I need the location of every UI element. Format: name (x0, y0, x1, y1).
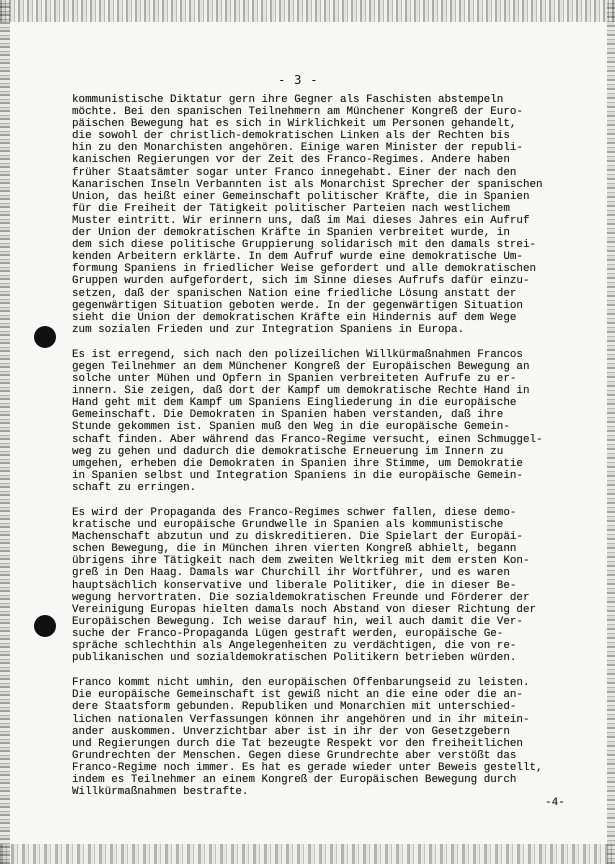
text-line: Franco kommt nicht umhin, den europäischen Offenbarungseid zu leisten. (72, 677, 530, 690)
punch-hole-lower (34, 615, 56, 637)
text-line: Es ist erregend, sich nach den polizeilichen Willkürmaßnahmen Francos (72, 348, 523, 361)
text-line: Es wird der Propaganda des Franco-Regimes schwer fallen, diese demo- (72, 507, 517, 519)
text-line: und Regierungen durch die Tat bezeugte Respekt vor den freiheitlichen (72, 737, 523, 750)
text-line: übrigens ihre Tätigkeit nach dem zweiten Weltkrieg mit dem ersten Kon- (72, 555, 530, 568)
text-line: setzen, daß der spanischen Nation eine friedliche Lösung anstatt der (72, 287, 517, 300)
text-line: solche unter Mühen und Opfern in Spanien verbreiteten Aufrufe zu er- (72, 373, 517, 386)
text-line: schen Bewegung, die in München ihren vierten Kongreß abhielt, begann (72, 543, 517, 556)
text-line: früher Staatsämter sogar unter Franco innegehabt. Einer der nach den (72, 166, 517, 179)
page-number: - 3 - (278, 72, 319, 87)
text-line: schaft zu erringen. (72, 481, 197, 494)
text-line: formung Spaniens in friedlicher Weise gefordert und alle demokratischen (72, 263, 537, 276)
text-line: kratische und europäische Grundwelle in Spanien als kommunistische (72, 519, 504, 532)
text-line: Union, das heißt einer Gemeinschaft politischer Kräfte, die in Spanien (72, 190, 530, 203)
text-line: kommunistische Diktatur gern ihre Gegner als Faschisten abstempeln (72, 94, 504, 106)
text-line: weg zu gehen und dadurch die demokratische Erneuerung im Innern zu (72, 445, 504, 458)
text-line: sprächе schlechthin als Angelegenheiten zu verdächtigen, die von re- (72, 640, 517, 653)
body-text (72, 94, 577, 811)
text-line: Franco-Regime noch immer. Es hat es gerade wieder unter Beweis gestellt, (72, 761, 543, 774)
text-line: in Spanien selbst und Integration Spaniens in die europäische Gemein- (72, 469, 523, 482)
text-line: sieht die Union der demokratischen Kräfte ein Hindernis auf dem Wege (72, 311, 517, 324)
paragraph (72, 507, 577, 664)
scan-border-right (607, 0, 615, 864)
text-line: Europäischen Bewegung. Ich weise darauf hin, weil auch damit die Ver- (72, 615, 523, 628)
text-line: gegenwärtigen Situation geboten werde. In der gegenwärtigen Situation (72, 299, 523, 312)
text-line: wegung hervortraten. Die sozialdemokratischen Freunde und Förderer der (72, 591, 530, 604)
text-line: päischen Bewegung hat es sich in Wirklichkeit um Personen gehandelt, (72, 118, 517, 131)
text-line: suche der Franco-Propaganda Lügen gestraft werden, europäische Ge- (72, 627, 504, 640)
paragraph (72, 677, 577, 798)
text-line: Machenschaft abzutun und zu diskreditieren. Die Spielart der Europäi- (72, 531, 523, 544)
text-line: Hand geht mit dem Kampf um Spaniens Eingliederung in die europäische (72, 397, 517, 410)
text-line: Gemeinschaft. Die Demokraten in Spanien haben verstanden, daß ihre (72, 409, 504, 422)
text-line: gegen Teilnehmer an dem Münchener Kongreß der Europäischen Bewegung an (72, 360, 530, 373)
text-line: Kanarischen Inseln Verbannten ist als Monarchist Sprecher der spanischen (72, 178, 543, 191)
text-line: greß in Den Haag. Damals war Churchill ihr Wortführer, und es waren (72, 567, 510, 580)
text-line: Vereinigung Europas hielten damals noch Abstand von dieser Richtung der (72, 603, 537, 616)
text-line: zum sozialen Frieden und zur Integration Spaniens in Europa. (72, 323, 465, 336)
text-line: kanischen Regierungen vor der Zeit des Franco-Regimes. Andere haben (72, 154, 510, 167)
text-line: Stunde gekommen ist. Spanien muß den Weg in die europäische Gemein- (72, 421, 510, 434)
text-line: ander auskommen. Unverzichtbar aber ist in ihr der von Gesetzgebern (72, 725, 510, 738)
text-line: Gruppen wurden aufgefordert, sich im Sinne dieses Aufrufs dafür einzu- (72, 275, 530, 288)
text-line: für die Freiheit der Tätigkeit politischer Parteien nach westlichem (72, 202, 510, 215)
punch-hole-upper (34, 326, 56, 348)
text-line: publikanischen und sozialdemokratischen Politikern betrieben würden. (72, 652, 517, 665)
text-line: dere Staatsform gebunden. Republiken und Monarchien mit unterschied- (72, 701, 517, 714)
text-line: hauptsächlich konservative und liberale Politiker, die in dieser Be- (72, 579, 517, 592)
text-line: hin zu den Monarchisten angehören. Einige waren Minister der republi- (72, 142, 523, 155)
text-line: möchte. Bei den spanischen Teilnehmern am Münchener Kongreß der Euro- (72, 106, 523, 119)
text-line: innern. Sie zeigen, daß dort der Kampf um demokratische Rechte Hand in (72, 385, 530, 398)
scan-border-left (0, 0, 10, 864)
text-line: Grundrechten der Menschen. Gegen diese Grundrechte aber verstößt das (72, 749, 517, 762)
text-line: Muster eintritt. Wir erinnern uns, daß im Mai dieses Jahres ein Aufruf (72, 214, 530, 227)
scan-border-bottom (0, 844, 615, 864)
text-line: umgehen, erheben die Demokraten in Spanien ihre Stimme, um Demokratie (72, 457, 523, 470)
paragraph (72, 94, 577, 336)
text-line: die sowohl der christlich-demokratischen Linken als der Rechten bis (72, 130, 510, 143)
next-page-marker: -4- (545, 797, 565, 809)
text-line: schaft finden. Aber während das Franco-Regime versucht, einen Schmuggel- (72, 433, 543, 446)
text-line: indem es Teilnehmer an einem Kongreß der Europäischen Bewegung durch (72, 773, 517, 786)
text-line: Die europäische Gemeinschaft ist gewiß nicht an die eine oder die an- (72, 689, 523, 702)
text-line: lichen nationalen Verfassungen können ihr angehören und in ihr mitein- (72, 713, 530, 726)
text-line: kenden Arbeitern erklärte. In dem Aufruf wurde eine demokratische Um- (72, 251, 523, 264)
paragraph (72, 349, 577, 494)
text-line: der Union der demokratischen Kräfte in Spanien verbreitet wurde, in (72, 227, 510, 240)
scan-border-top (0, 0, 615, 22)
text-line: Willkürmaßnahmen bestrafte. (72, 786, 249, 799)
text-line: dem sich diese politische Gruppierung solidarisch mit den damals strei- (72, 239, 537, 252)
